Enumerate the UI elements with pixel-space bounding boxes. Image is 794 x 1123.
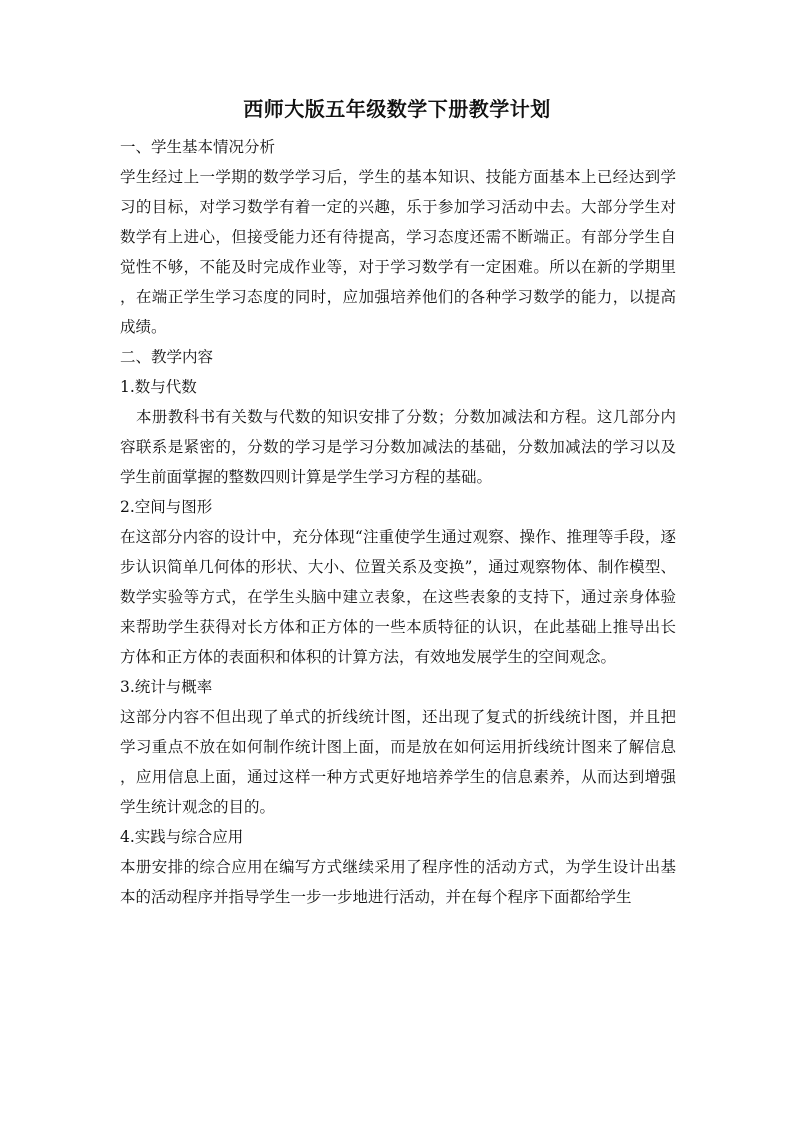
page-title: 西师大版五年级数学下册教学计划 (243, 97, 551, 121)
paragraph-numbers-algebra: 本册教科书有关数与代数的知识安排了分数；分数加减法和方程。这几部分内容联系是紧密的，分数的学习是学习分数加减法的基础，分数加减法的学习以及学生前面掌握的整数四则计算是学生学习方程的基础。 (120, 408, 676, 486)
subsection-heading-practice-application: 4.实践与综合应用 (120, 828, 244, 846)
subsection-heading-space-geometry: 2.空间与图形 (120, 498, 213, 516)
paragraph-space-geometry: 在这部分内容的设计中，充分体现“注重使学生通过观察、操作、推理等手段，逐步认识简单几何体的形状、大小、位置关系及变换”，通过观察物体、制作模型、数学实验等方式，在学生头脑中建立表象，在这些表象的支持下，通过亲身体验来帮助学生获得对长方体和正方体的一些本质特征的认识，在此基础上推导出长方体和正方体的表面积和体积的计算方法，有效地发展学生的空间观念。 (120, 528, 676, 666)
section-heading-teaching-content: 二、教学内容 (120, 348, 214, 366)
paragraph-statistics-probability: 这部分内容不但出现了单式的折线统计图，还出现了复式的折线统计图，并且把学习重点不放在如何制作统计图上面，而是放在如何运用折线统计图来了解信息，应用信息上面，通过这样一种方式更好地培养学生的信息素养，从而达到增强学生统计观念的目的。 (120, 708, 676, 816)
document-body (120, 132, 676, 912)
subsection-heading-statistics-probability: 3.统计与概率 (120, 678, 213, 696)
section-heading-student-analysis: 一、学生基本情况分析 (120, 138, 276, 156)
paragraph-student-analysis: 学生经过上一学期的数学学习后，学生的基本知识、技能方面基本上已经达到学习的目标，对学习数学有着一定的兴趣，乐于参加学习活动中去。大部分学生对数学有上进心，但接受能力还有待提高，学习态度还需不断端正。有部分学生自觉性不够，不能及时完成作业等，对于学习数学有一定困难。所以在新的学期里，在端正学生学习态度的同时，应加强培养他们的各种学习数学的能力，以提高成绩。 (120, 168, 676, 336)
paragraph-practice-application: 本册安排的综合应用在编写方式继续采用了程序性的活动方式，为学生设计出基本的活动程序并指导学生一步一步地进行活动，并在每个程序下面都给学生 (120, 858, 676, 906)
subsection-heading-numbers-algebra: 1.数与代数 (120, 378, 197, 396)
